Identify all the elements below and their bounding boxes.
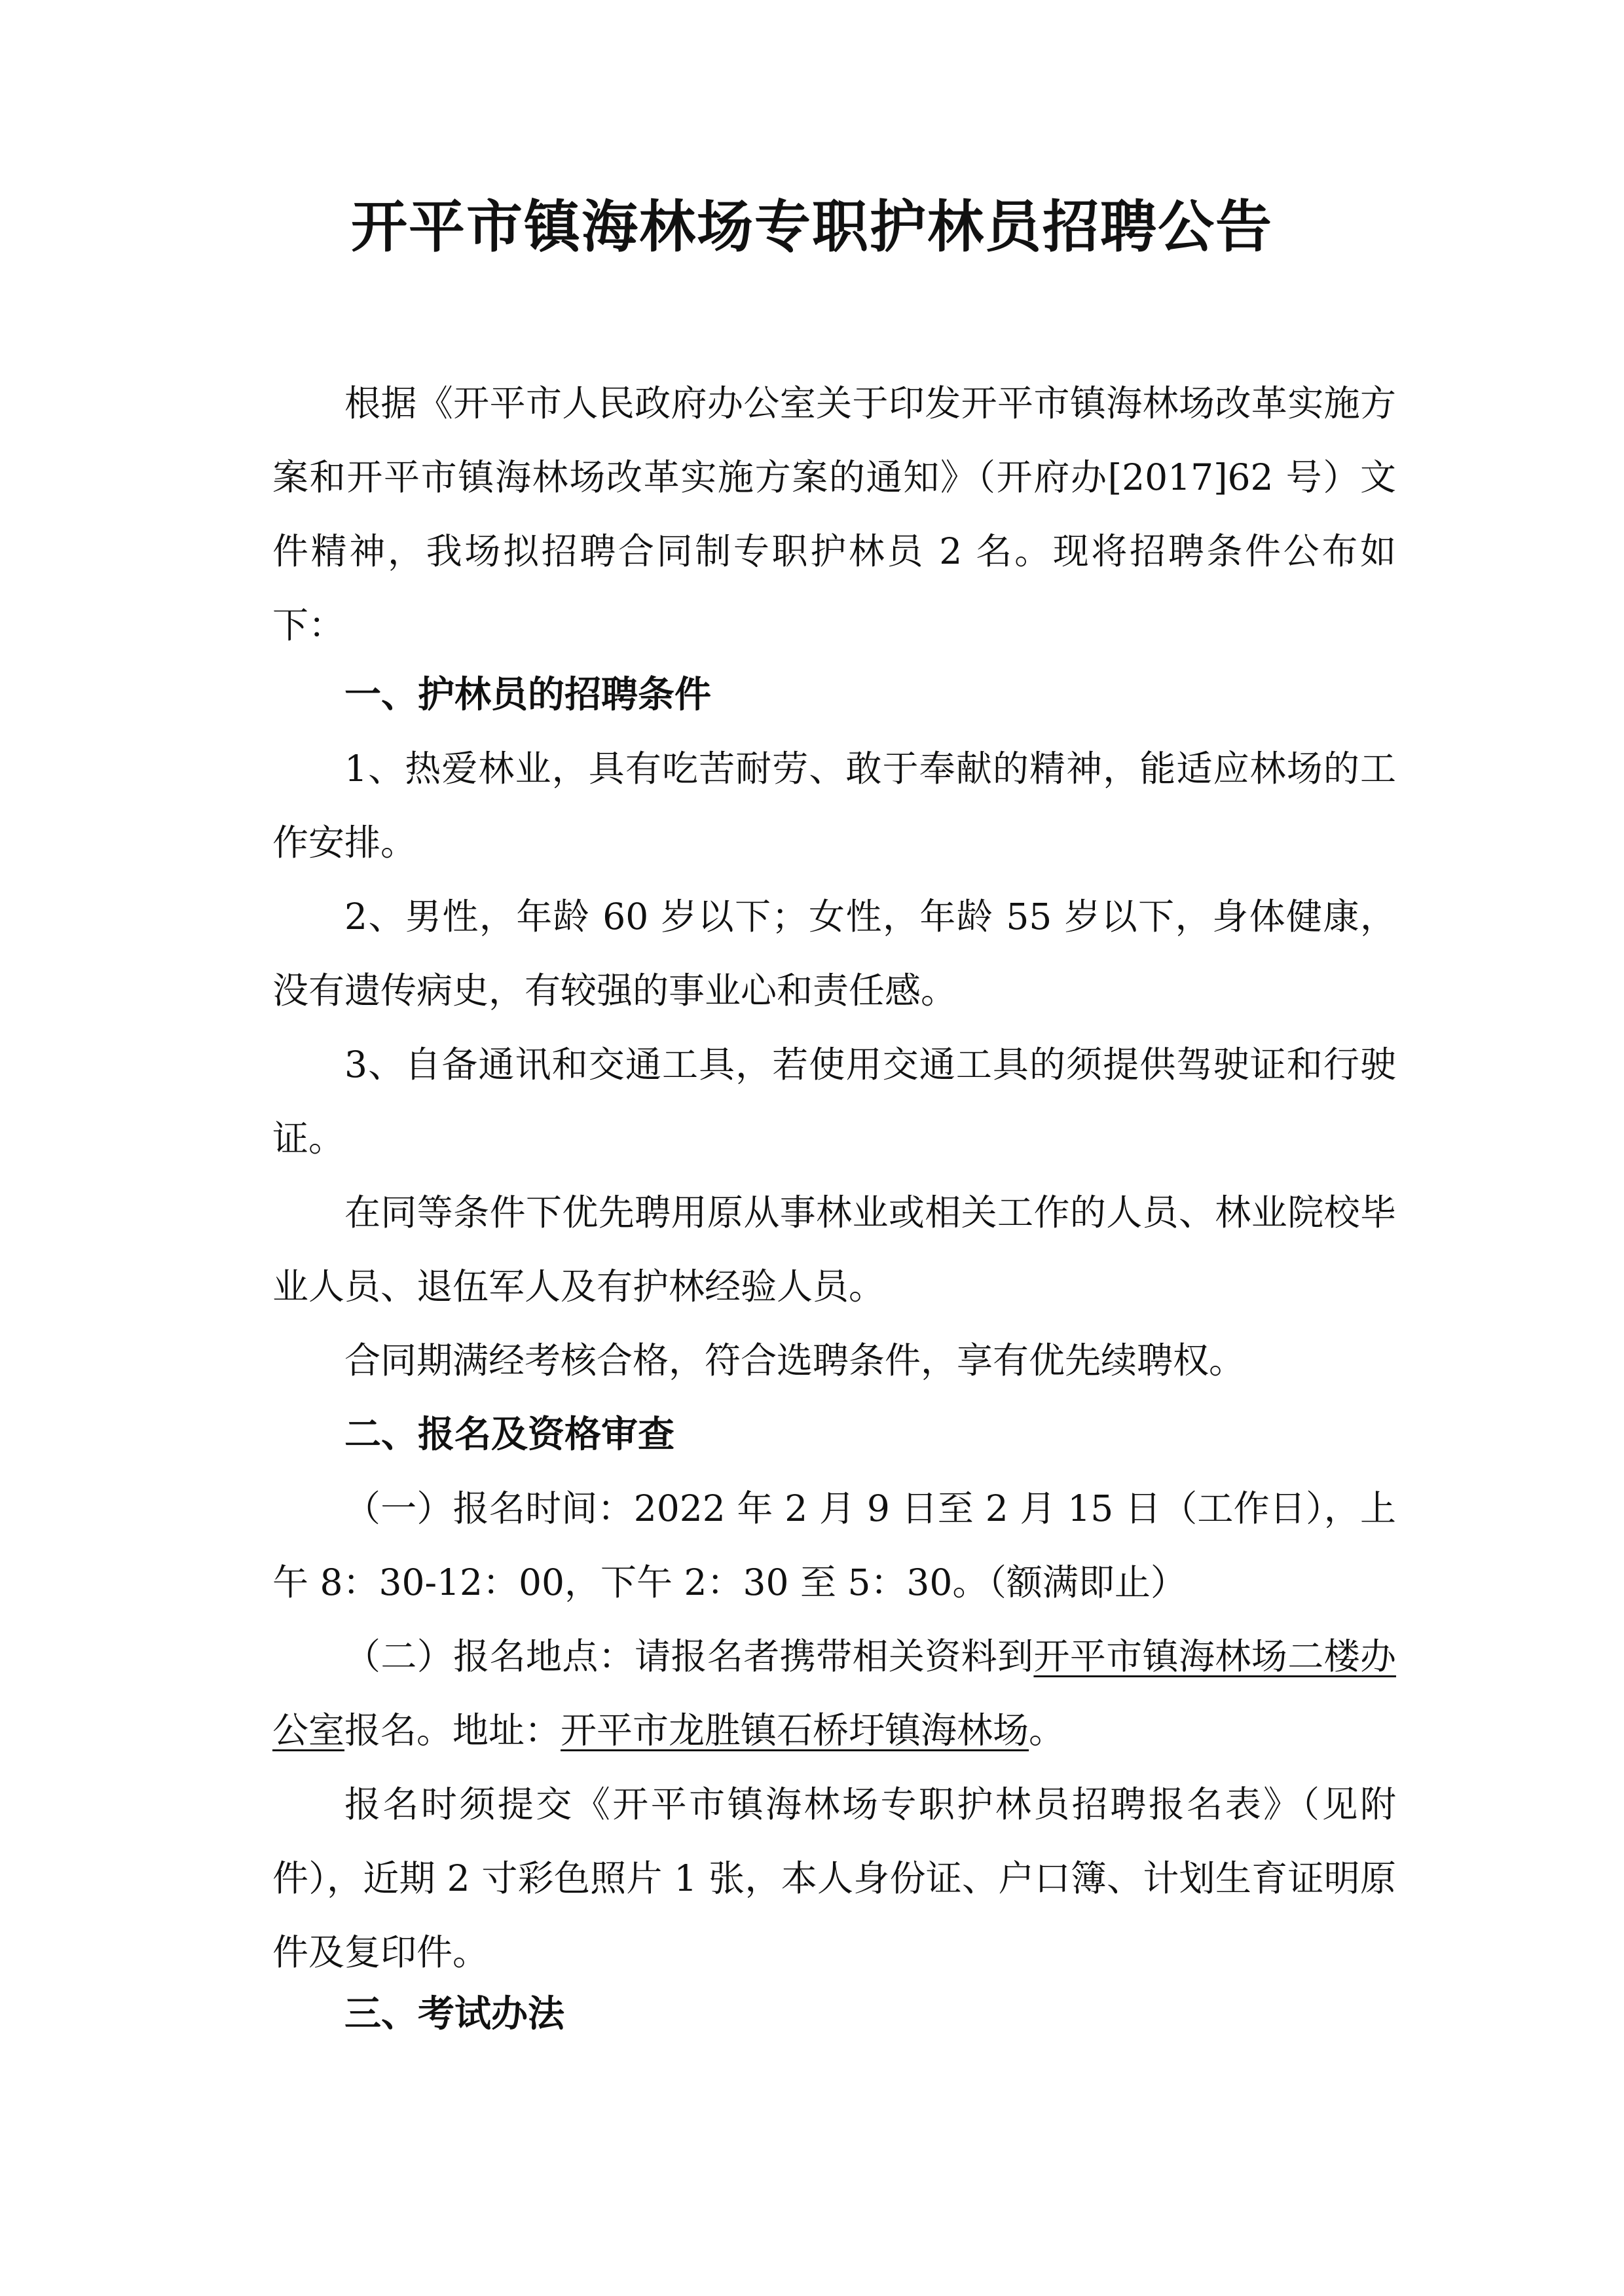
intro-paragraph: 根据《开平市人民政府办公室关于印发开平市镇海林场改革实施方案和开平市镇海林场改革实施方案的通知》（开府办[2017]62 号）文件精神，我场拟招聘合同制专职护林员 2 名。现将招聘条件公布如下： bbox=[272, 382, 1396, 646]
place-address: 开平市龙胜镇石桥圩镇海林场 bbox=[561, 1709, 1029, 1751]
priority-paragraph: 在同等条件下优先聘用原从事林业或相关工作的人员、林业院校毕业人员、退伍军人及有护林经验人员。 bbox=[272, 1192, 1396, 1307]
materials-paragraph: 报名时须提交《开平市镇海林场专职护林员招聘报名表》（见附件），近期 2 寸彩色照片 1 张，本人身份证、户口簿、计划生育证明原件及复印件。 bbox=[272, 1783, 1396, 1973]
document-title: 开平市镇海林场专职护林员招聘公告 bbox=[351, 194, 1273, 260]
section-2-heading: 二、报名及资格审查 bbox=[344, 1413, 674, 1456]
section-1-heading: 一、护林员的招聘条件 bbox=[344, 674, 711, 716]
condition-item-2: 2、男性，年龄 60 岁以下；女性，年龄 55 岁以下，身体健康，没有遗传病史，有较强的事业心和责任感。 bbox=[272, 896, 1396, 1011]
place-end: 。 bbox=[1029, 1709, 1065, 1751]
registration-place bbox=[272, 1620, 1396, 1768]
place-mid: 报名。地址： bbox=[344, 1709, 561, 1751]
place-prefix: （二）报名地点：请报名者携带相关资料到 bbox=[344, 1635, 1034, 1677]
place-office: 开平市镇海林场二楼办公室 bbox=[272, 1635, 1396, 1751]
condition-item-1: 1、热爱林业，具有吃苦耐劳、敢于奉献的精神，能适应林场的工作安排。 bbox=[272, 748, 1396, 864]
registration-time: （一）报名时间：2022 年 2 月 9 日至 2 月 15 日（工作日），上午 8：30-12：00，下午 2：30 至 5：30。（额满即止） bbox=[272, 1487, 1396, 1603]
condition-item-3: 3、自备通讯和交通工具，若使用交通工具的须提供驾驶证和行驶证。 bbox=[272, 1044, 1396, 1159]
section-3-heading: 三、考试办法 bbox=[344, 1993, 564, 2035]
renewal-paragraph: 合同期满经考核合格，符合选聘条件，享有优先续聘权。 bbox=[344, 1339, 1246, 1381]
